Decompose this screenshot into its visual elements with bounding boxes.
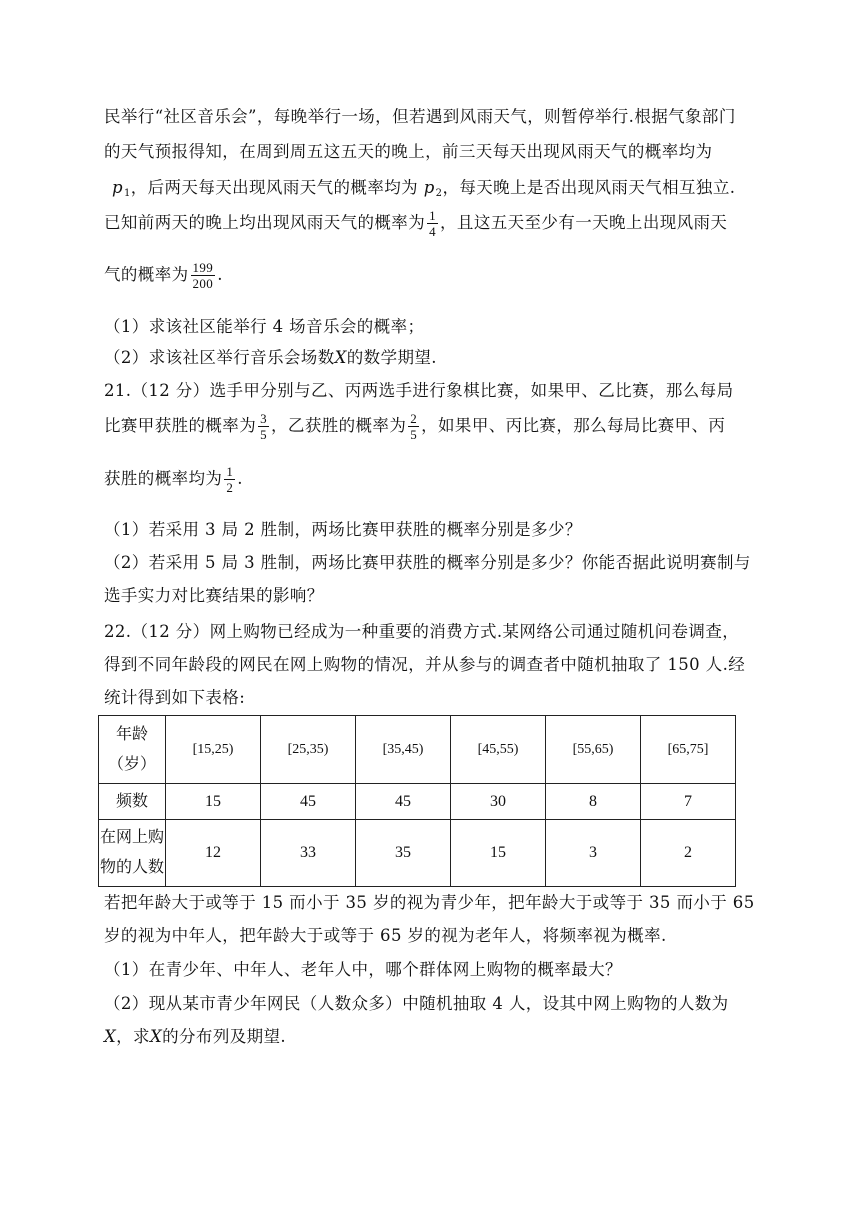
q20-line-2: 的天气预报得知，在周到周五这五天的晚上，前三天每天出现风雨天气的概率均为: [104, 142, 713, 161]
q22-after-2: 岁的视为中年人，把年龄大于或等于 65 岁的视为老年人，将频率视为概率.: [104, 926, 667, 945]
q22-line-3: 统计得到如下表格:: [104, 688, 246, 707]
math-p2: $p_2$: [423, 178, 443, 199]
age-header-cell: 年龄 （岁）: [99, 716, 166, 784]
frequency-cell: 30: [451, 784, 546, 820]
q22-part-2a: （2）现从某市青少年网民（人数众多）中随机抽取 4 人，设其中网上购物的人数为: [104, 994, 729, 1013]
table-row-age: [99, 716, 736, 784]
q22-part-1: （1）在青少年、中年人、老年人中，哪个群体网上购物的概率最大？: [104, 960, 622, 979]
q20-part-1: （1）求该社区能举行 4 场音乐会的概率；: [104, 317, 425, 336]
fraction-2-5: $\frac{2}{5}$: [410, 411, 418, 442]
frequency-cell: 7: [641, 784, 736, 820]
table-row-online: [99, 820, 736, 887]
frequency-cell: 15: [166, 784, 261, 820]
survey-table: [98, 715, 736, 887]
age-interval-cell: [65,75]: [641, 716, 736, 784]
q22-line-2: 得到不同年龄段的网民在网上购物的情况，并从参与的调查者中随机抽取了 150 人.经: [104, 655, 746, 674]
q22-line-1: 22.（12 分）网上购物已经成为一种重要的消费方式.某网络公司通过随机问卷调查，: [104, 622, 740, 641]
q21-line-3: 获胜的概率均为 $\frac{1}{2}$ .: [104, 464, 243, 495]
age-interval-cell: [15,25): [166, 716, 261, 784]
q21-line-1: 21.（12 分）选手甲分别与乙、丙两选手进行象棋比赛，如果甲、乙比赛，那么每局: [104, 381, 734, 400]
online-count-cell: 2: [641, 820, 736, 887]
q20-line-4: 已知前两天的晚上均出现风雨天气的概率为 $\frac{1}{4}$ ，且这五天至少有一天晚上出现风雨天: [104, 208, 728, 239]
age-interval-cell: [25,35): [261, 716, 356, 784]
q21-part-2b: 选手实力对比赛结果的影响？: [104, 586, 324, 605]
online-count-cell: 15: [451, 820, 546, 887]
q20-line-5: 气的概率为 $\frac{199}{200}$ .: [104, 260, 223, 291]
online-count-cell: 12: [166, 820, 261, 887]
age-interval-cell: [55,65): [546, 716, 641, 784]
online-count-cell: 35: [356, 820, 451, 887]
fraction-3-5: $\frac{3}{5}$: [260, 411, 268, 442]
q20-part-2: （2）求该社区举行音乐会场数X的数学期望.: [104, 348, 437, 367]
q20-line-3: $p_1$，后两天每天出现风雨天气的概率均为 $p_2$，每天晚上是否出现风雨天气相互独立.: [112, 178, 736, 199]
table-row-frequency: [99, 784, 736, 820]
online-count-cell: 3: [546, 820, 641, 887]
frequency-cell: 8: [546, 784, 641, 820]
math-p1: $p_1$: [112, 178, 131, 199]
q22-after-1: 若把年龄大于或等于 15 而小于 35 岁的视为青少年，把年龄大于或等于 35 而小于 65: [104, 893, 755, 912]
online-header-cell: 在网上购 物的人数: [99, 820, 166, 887]
fraction-199-200: $\frac{199}{200}$: [192, 260, 214, 291]
frequency-header-cell: 频数: [99, 784, 166, 820]
age-interval-cell: [45,55): [451, 716, 546, 784]
q21-line-2: 比赛甲获胜的概率为 $\frac{3}{5}$ ，乙获胜的概率为 $\frac{2}{5}$ ，如果甲、丙比赛，那么每局比赛甲、丙: [104, 411, 726, 442]
online-count-cell: 33: [261, 820, 356, 887]
age-interval-cell: [35,45): [356, 716, 451, 784]
q21-part-2a: （2）若采用 5 局 3 胜制，两场比赛甲获胜的概率分别是多少？你能否据此说明赛制与: [104, 553, 751, 572]
fraction-1-4: $\frac{1}{4}$: [429, 208, 437, 239]
q22-part-2b: X，求X的分布列及期望.: [104, 1027, 287, 1046]
fraction-1-2: $\frac{1}{2}$: [226, 464, 234, 495]
q20-line-1: 民举行“社区音乐会”，每晚举行一场，但若遇到风雨天气，则暂停举行.根据气象部门: [104, 107, 736, 126]
frequency-cell: 45: [356, 784, 451, 820]
frequency-cell: 45: [261, 784, 356, 820]
q21-part-1: （1）若采用 3 局 2 胜制，两场比赛甲获胜的概率分别是多少？: [104, 520, 582, 539]
